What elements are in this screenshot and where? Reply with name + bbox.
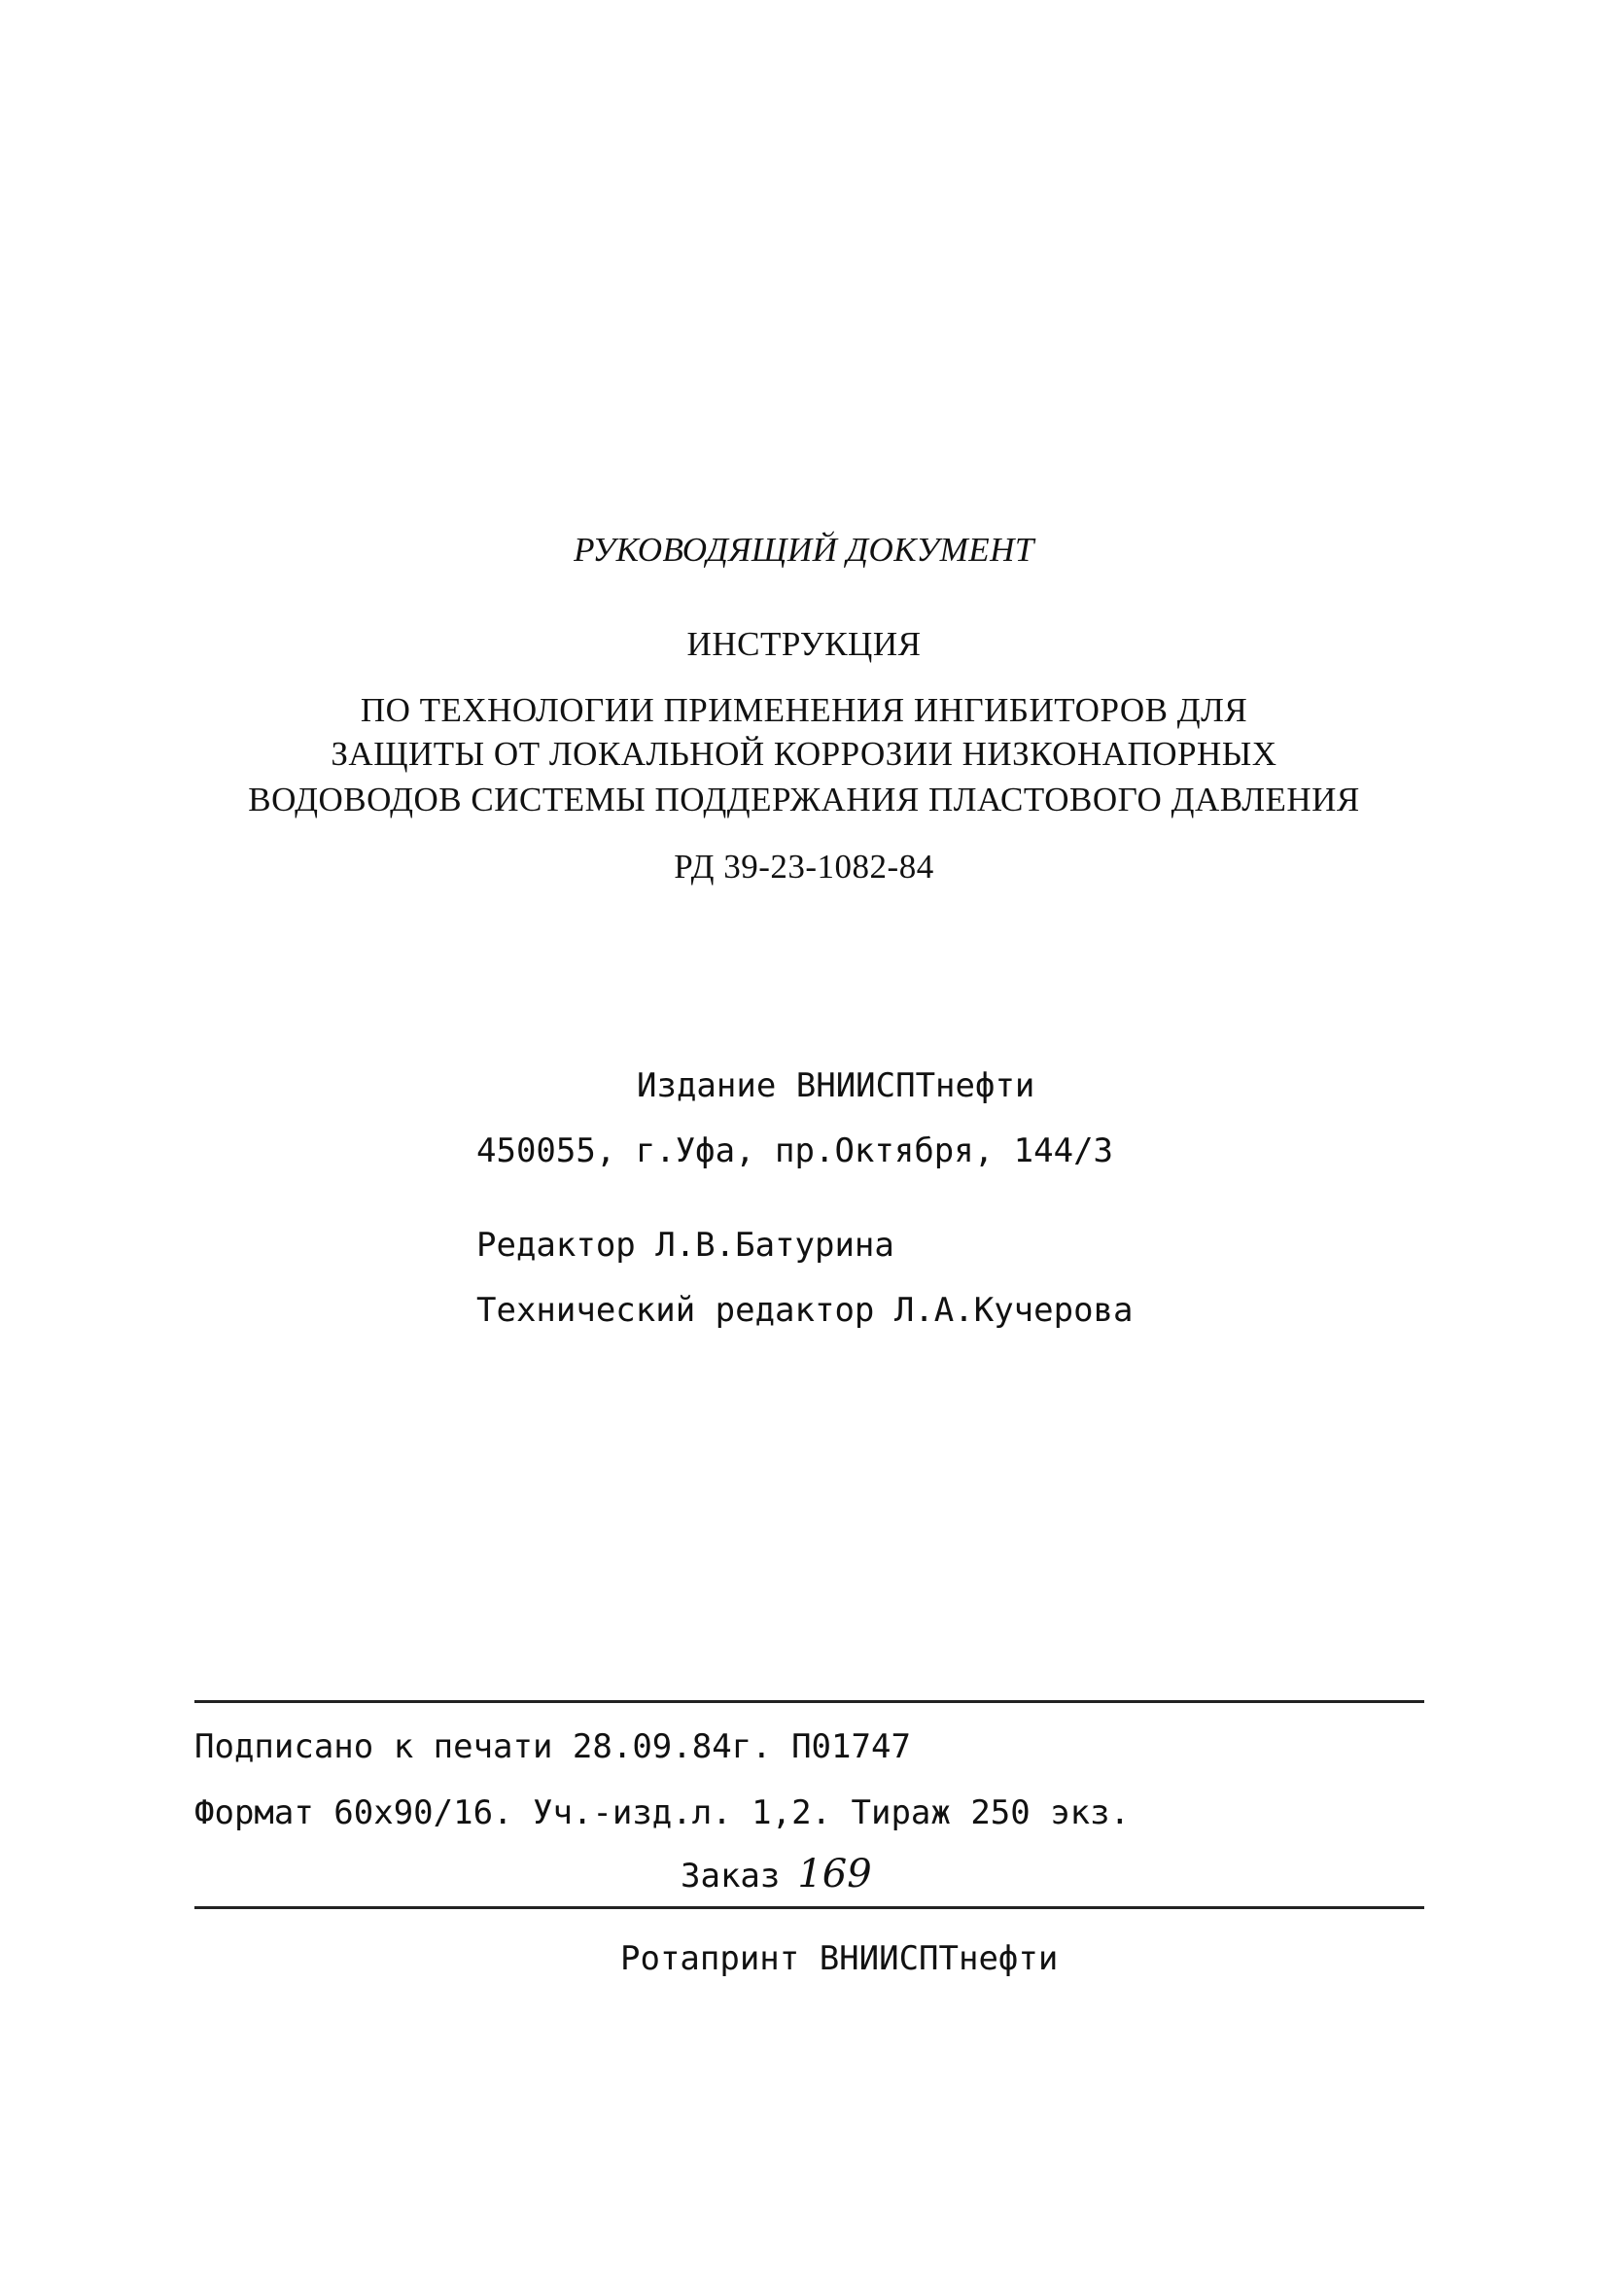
format-line: Формат 60x90/16. Уч.-изд.л. 1,2. Тираж 250 экз.: [194, 1793, 1131, 1832]
document-code: РД 39-23-1082-84: [674, 848, 934, 886]
tech-editor-line: Технический редактор Л.А.Кучерова: [476, 1291, 1134, 1330]
order-line: [681, 1852, 872, 1896]
document-type: РУКОВОДЯЩИЙ ДОКУМЕНТ: [574, 531, 1034, 569]
title-line-3: ВОДОВОДОВ СИСТЕМЫ ПОДДЕРЖАНИЯ ПЛАСТОВОГО ДАВЛЕНИЯ: [248, 781, 1360, 818]
instruction-heading: ИНСТРУКЦИЯ: [686, 625, 922, 663]
printer-line: Ротапринт ВНИИСПТнефти: [620, 1939, 1059, 1978]
title-line-2: ЗАЩИТЫ ОТ ЛОКАЛЬНОЙ КОРРОЗИИ НИЗКОНАПОРНЫХ: [331, 735, 1277, 773]
editor-line: Редактор Л.В.Батурина: [476, 1226, 894, 1265]
signed-line: Подписано к печати 28.09.84г. П01747: [194, 1727, 911, 1766]
address-line: 450055, г.Уфа, пр.Октября, 144/3: [476, 1131, 1114, 1170]
bottom-divider: [194, 1906, 1424, 1909]
title-line-1: ПО ТЕХНОЛОГИИ ПРИМЕНЕНИЯ ИНГИБИТОРОВ ДЛЯ: [360, 691, 1248, 729]
order-number-handwritten: 169: [797, 1852, 872, 1896]
top-divider: [194, 1700, 1424, 1703]
order-label: Заказ: [681, 1857, 781, 1896]
edition-line: Издание ВНИИСПТнефти: [637, 1066, 1035, 1105]
